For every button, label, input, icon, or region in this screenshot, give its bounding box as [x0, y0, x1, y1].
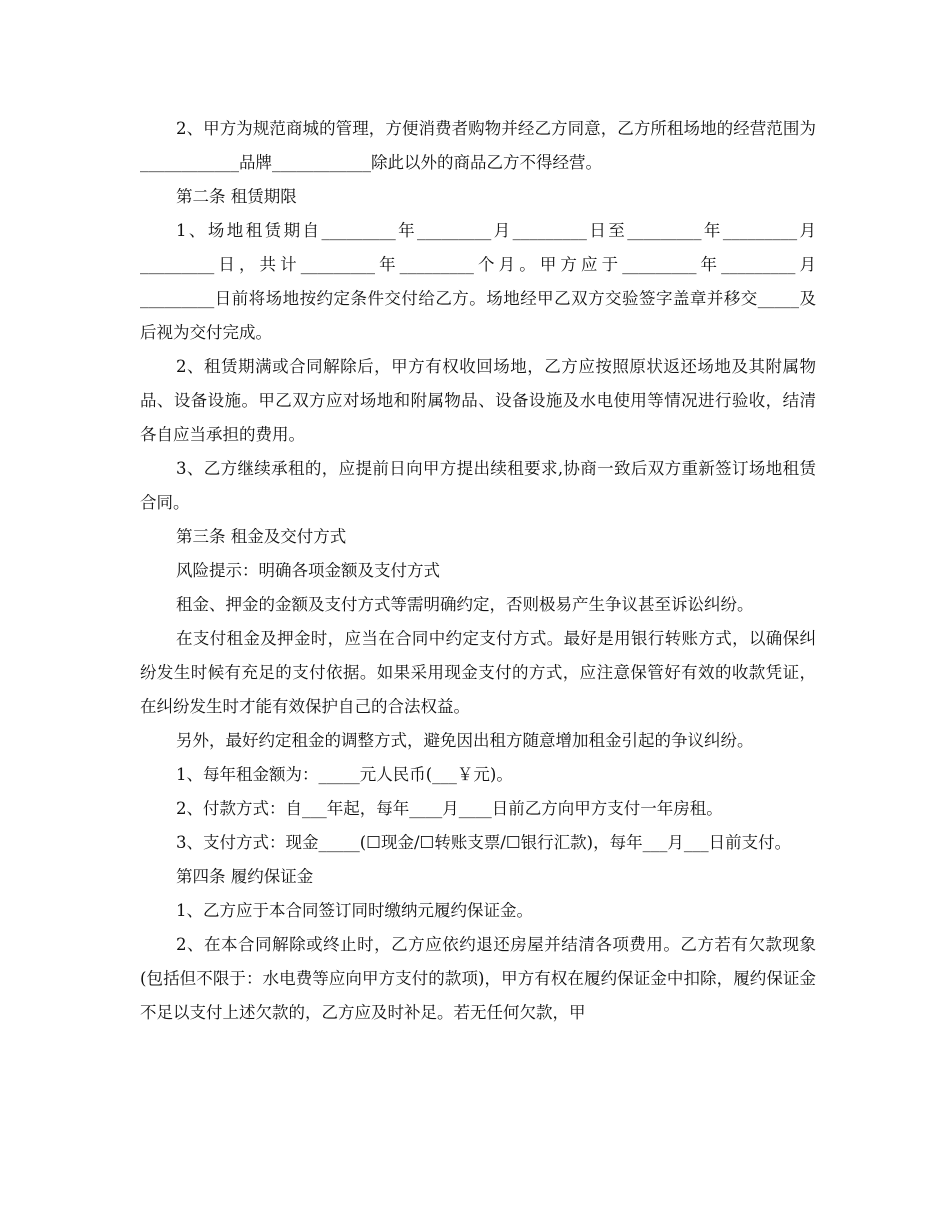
clause-paragraph: 3、支付方式：现金_____(☐现金/☐转账支票/☐银行汇款)，每年___月___日前支付。 [176, 833, 792, 852]
clause-paragraph: 2、甲方为规范商城的管理，方便消费者购物并经乙方同意，乙方所租场地的经营范围为____________品牌____________除此以外的商品乙方不得经营。 [140, 119, 816, 172]
article-heading: 第二条 租赁期限 [176, 187, 297, 206]
clause-paragraph: 1、乙方应于本合同签订同时缴纳元履约保证金。 [176, 901, 533, 920]
clause-paragraph: 在支付租金及押金时，应当在合同中约定支付方式。最好是用银行转账方式，以确保纠纷发生时候有充足的支付依据。如果采用现金支付的方式，应注意保管好有效的收款凭证，在纠纷发生时才能有效保护自己的合法权益。 [140, 629, 816, 716]
clause-paragraph: 2、在本合同解除或终止时，乙方应依约退还房屋并结清各项费用。乙方若有欠款现象(包括但不限于：水电费等应向甲方支付的款项)，甲方有权在履约保证金中扣除，履约保证金不足以支付上述欠款的，乙方应及时补足。若无任何欠款，甲 [140, 935, 816, 1022]
article-heading: 第四条 履约保证金 [176, 867, 314, 886]
article-heading: 第三条 租金及交付方式 [176, 527, 347, 546]
contract-body [140, 112, 816, 1030]
clause-paragraph: 1、每年租金额为：_____元人民币(___￥元)。 [176, 765, 513, 784]
clause-paragraph: 2、租赁期满或合同解除后，甲方有权收回场地，乙方应按照原状返还场地及其附属物品、设备设施。甲乙双方应对场地和附属物品、设备设施及水电使用等情况进行验收，结清各自应当承担的费用。 [140, 357, 816, 444]
risk-tip: 风险提示：明确各项金额及支付方式 [176, 561, 440, 580]
clause-paragraph: 1、场地租赁期自_________年_________月_________日至_________年_________月_________日，共计_________年_________个月。甲方应于_________年_________月_________日前将场地按约定条件交付给乙方。场地经甲乙双方交验签字盖章并移交_____及后视为交付完成。 [140, 221, 816, 342]
clause-paragraph: 3、乙方继续承租的，应提前日向甲方提出续租要求,协商一致后双方重新签订场地租赁合同。 [140, 459, 816, 512]
clause-paragraph: 2、付款方式：自___年起，每年____月____日前乙方向甲方支付一年房租。 [176, 799, 723, 818]
clause-paragraph: 租金、押金的金额及支付方式等需明确约定，否则极易产生争议甚至诉讼纠纷。 [176, 595, 754, 614]
clause-paragraph: 另外，最好约定租金的调整方式，避免因出租方随意增加租金引起的争议纠纷。 [176, 731, 754, 750]
